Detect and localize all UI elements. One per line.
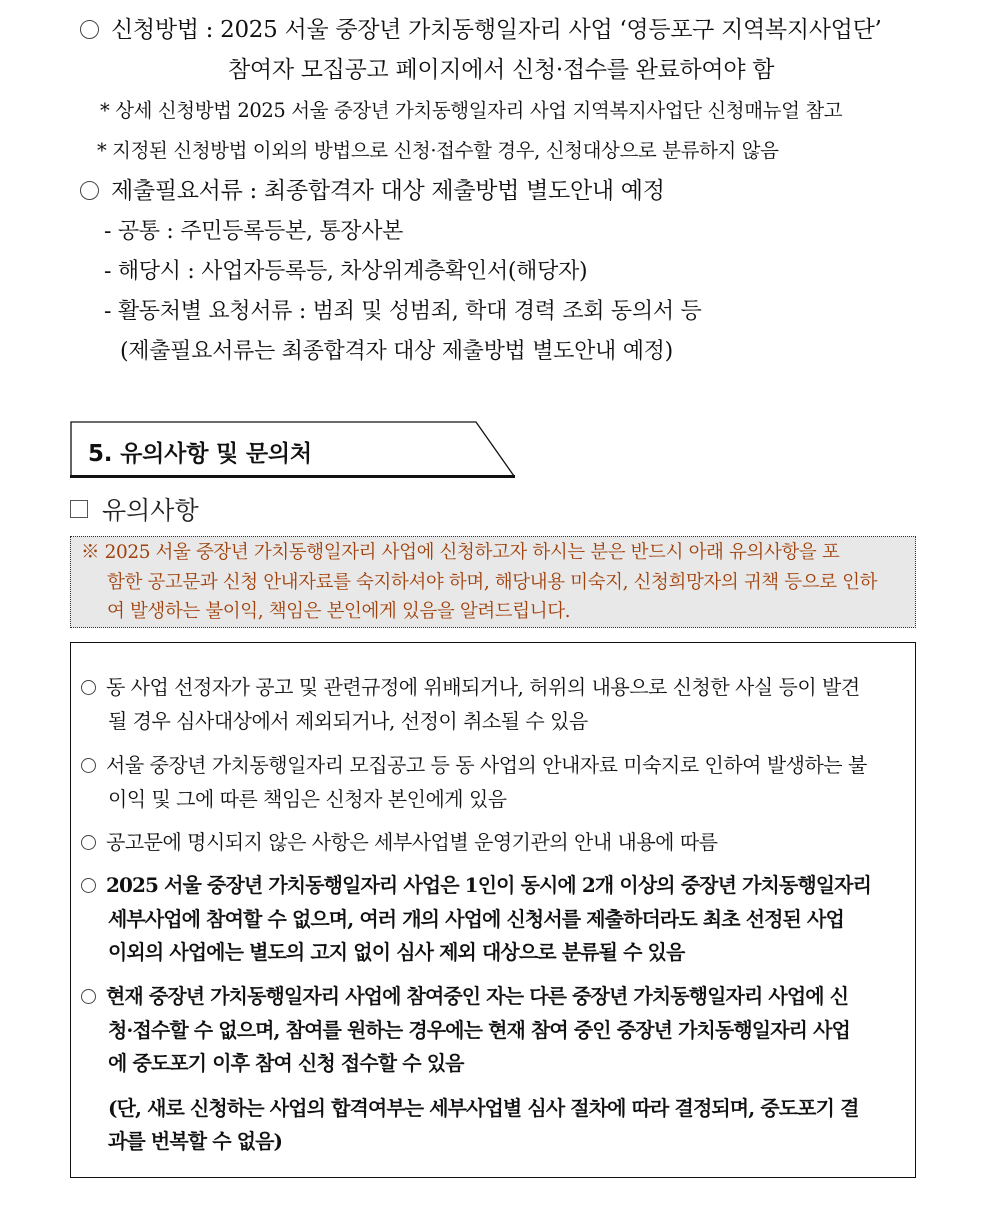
required-documents-item-activity: - 활동처별 요청서류 : 범죄 및 성범죄, 학대 경력 조회 동의서 등 xyxy=(104,299,702,324)
notice-item-3 xyxy=(81,832,717,852)
notice-text: 현재 중장년 가치동행일자리 사업에 참여중인 자는 다른 중장년 가치동행일자리 사업에 신 xyxy=(106,984,849,1008)
circle-bullet-icon xyxy=(81,758,96,773)
circle-bullet-icon xyxy=(81,835,96,850)
warning-line: 함한 공고문과 신청 안내자료를 숙지하셔야 하며, 해당내용 미숙지, 신청희망자의 귀책 등으로 인하 xyxy=(107,572,878,593)
application-method-line-2: 참여자 모집공고 페이지에서 신청·접수를 완료하여야 함 xyxy=(228,57,775,83)
required-documents-item-common: - 공통 : 주민등록등본, 통장사본 xyxy=(104,219,404,244)
section-header xyxy=(70,421,516,477)
circle-bullet-icon xyxy=(80,181,99,200)
section-title: 5. 유의사항 및 문의처 xyxy=(88,441,312,467)
application-note-1: * 상세 신청방법 2025 서울 중장년 가치동행일자리 사업 지역복지사업단 신청매뉴얼 참고 xyxy=(100,99,843,122)
notice-item-1-cont: 될 경우 심사대상에서 제외되거나, 선정이 취소될 수 있음 xyxy=(108,709,588,733)
required-documents-item-conditional: - 해당시 : 사업자등록등, 차상위계층확인서(해당자) xyxy=(104,259,588,284)
notice-item-5-cont: 청·접수할 수 없으며, 참여를 원하는 경우에는 현재 참여 중인 중장년 가치동행일자리 사업 xyxy=(108,1018,850,1042)
circle-bullet-icon xyxy=(81,989,96,1004)
notice-item-5-note: 과를 번복할 수 없음) xyxy=(108,1129,283,1153)
warning-callout xyxy=(70,536,916,628)
notice-text: 동 사업 선정자가 공고 및 관련규정에 위배되거나, 허위의 내용으로 신청한 사실 등이 발견 xyxy=(106,675,860,699)
notice-text: 공고문에 명시되지 않은 사항은 세부사업별 운영기관의 안내 내용에 따름 xyxy=(106,830,718,854)
warning-line: 여 발생하는 불이익, 책임은 본인에게 있음을 알려드립니다. xyxy=(107,601,571,622)
notice-item-5-cont: 에 중도포기 이후 참여 신청 접수할 수 있음 xyxy=(108,1051,464,1075)
notice-item-1 xyxy=(81,677,860,697)
notice-text: 서울 중장년 가치동행일자리 모집공고 등 동 사업의 안내자료 미숙지로 인하여 발생하는 불 xyxy=(106,753,867,777)
subheading-label: 유의사항 xyxy=(102,496,199,525)
warning-line: ※ 2025 서울 중장년 가치동행일자리 사업에 신청하고자 하시는 분은 반드시 아래 유의사항을 포 xyxy=(81,542,840,563)
notice-item-5-note: (단, 새로 신청하는 사업의 합격여부는 세부사업별 심사 절차에 따라 결정되며, 중도포기 결 xyxy=(108,1096,859,1120)
application-method-text: 신청방법 : 2025 서울 중장년 가치동행일자리 사업 ‘영등포구 지역복지사업단’ xyxy=(111,17,882,43)
required-documents-title xyxy=(80,180,665,203)
notice-text: 2025 서울 중장년 가치동행일자리 사업은 1인이 동시에 2개 이상의 중장년 가치동행일자리 xyxy=(106,873,872,897)
circle-bullet-icon xyxy=(80,20,99,39)
notice-item-2 xyxy=(81,755,867,775)
notice-item-4-cont: 이외의 사업에는 별도의 고지 없이 심사 제외 대상으로 분류될 수 있음 xyxy=(108,940,685,964)
required-documents-text: 제출필요서류 : 최종합격자 대상 제출방법 별도안내 예정 xyxy=(111,178,665,204)
square-bullet-icon xyxy=(70,500,88,518)
notices-subheading xyxy=(70,491,199,527)
notice-item-2-cont: 이익 및 그에 따른 책임은 신청자 본인에게 있음 xyxy=(108,787,507,811)
circle-bullet-icon xyxy=(81,878,96,893)
notices-box xyxy=(70,642,916,1178)
notice-item-4-cont: 세부사업에 참여할 수 없으며, 여러 개의 사업에 신청서를 제출하더라도 최초 선정된 사업 xyxy=(108,907,844,931)
notice-item-4 xyxy=(81,875,871,895)
required-documents-footnote: (제출필요서류는 최종합격자 대상 제출방법 별도안내 예정) xyxy=(120,339,673,364)
application-note-2: * 지정된 신청방법 이외의 방법으로 신청·접수할 경우, 신청대상으로 분류하지 않음 xyxy=(97,139,779,162)
notice-item-5 xyxy=(81,986,848,1006)
application-method-line-1 xyxy=(80,19,882,42)
circle-bullet-icon xyxy=(81,680,96,695)
